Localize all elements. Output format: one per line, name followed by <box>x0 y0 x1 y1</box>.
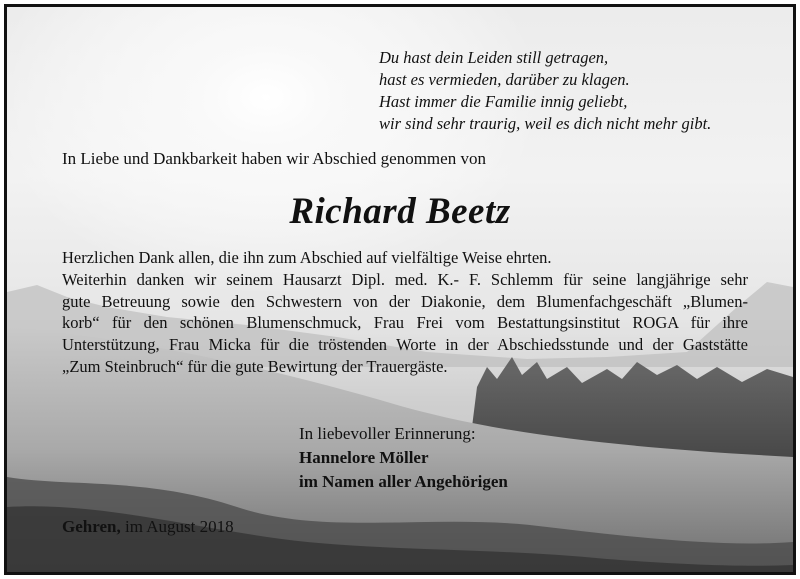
poem-line: Hast immer die Familie innig geliebt, <box>379 92 628 111</box>
intro-text: In Liebe und Dankbarkeit haben wir Abschied genommen von <box>62 149 486 168</box>
place-date: im August 2018 <box>124 517 234 536</box>
place-and-date <box>62 517 234 537</box>
signer-name: Hannelore Möller <box>299 448 429 467</box>
thanks-line: Herzlichen Dank allen, die ihn zum Abschied auf vielfältige Weise ehrten. <box>62 248 552 267</box>
deceased-name: Richard Beetz <box>289 191 511 232</box>
poem-line: wir sind sehr traurig, weil es dich nicht mehr gibt. <box>379 114 712 133</box>
poem-line: hast es vermieden, darüber zu klagen. <box>379 70 630 89</box>
poem-line: Du hast dein Leiden still getragen, <box>379 48 609 67</box>
family-line: im Namen aller Angehörigen <box>299 472 508 491</box>
thanks-line: Weiterhin danken wir seinem Hausarzt Dipl. med. K.- F. Schlemm für seine langjährige sehr <box>62 269 748 289</box>
thanks-paragraph <box>62 247 748 378</box>
thanks-line: „Zum Steinbruch“ für die gute Bewirtung der Trauergäste. <box>62 356 448 376</box>
memorial-poem <box>379 47 711 135</box>
place-town: Gehren, <box>62 517 121 536</box>
thanks-line: Unterstützung, Frau Micka für die tröstenden Worte in der Abschiedsstunde und der Gaststätte <box>62 335 748 355</box>
thanks-line: korb“ für den schönen Blumenschmuck, Frau Frei vom Bestattungsinstitut ROGA für ihre <box>62 313 748 333</box>
signature-block <box>299 422 508 494</box>
memory-heading: In liebevoller Erinnerung: <box>299 424 476 443</box>
thanks-line: gute Betreuung sowie den Schwestern von der Diakonie, dem Blumenfachgeschäft „Blumen- <box>62 291 748 311</box>
obituary-notice <box>4 4 796 575</box>
